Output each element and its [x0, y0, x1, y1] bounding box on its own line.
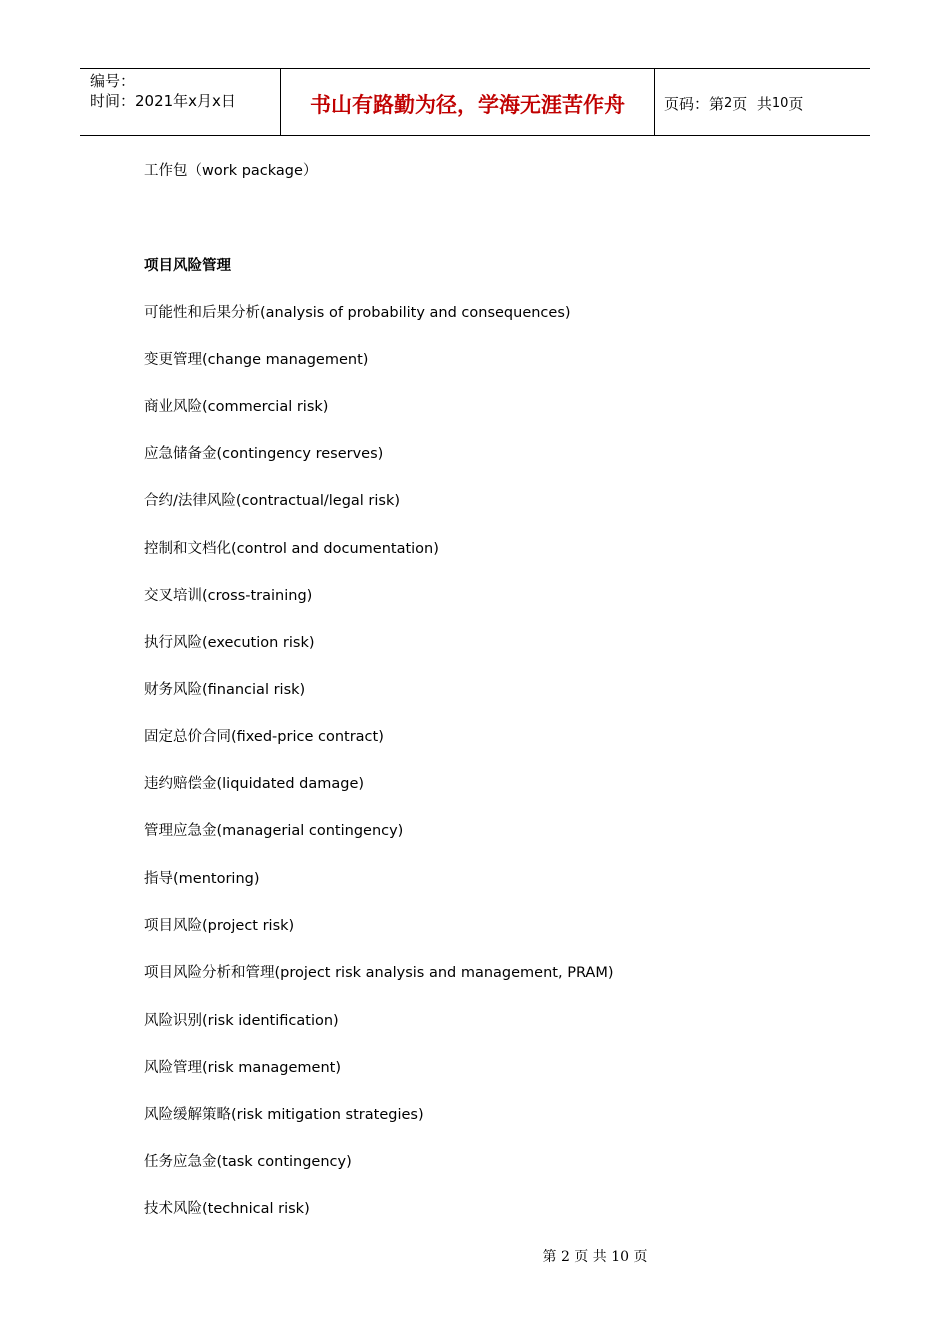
- glossary-term: 财务风险(financial risk): [144, 682, 306, 698]
- page-total: 10: [771, 95, 789, 111]
- glossary-term: 管理应急金(managerial contingency): [144, 823, 404, 839]
- page-prefix: 页码：第: [664, 94, 725, 113]
- glossary-term: 风险缓解策略(risk mitigation strategies): [144, 1107, 424, 1123]
- section-heading: 项目风险管理: [144, 258, 231, 274]
- glossary-term: 项目风险分析和管理(project risk analysis and management, PRAM): [144, 965, 614, 981]
- glossary-term: 控制和文档化(control and documentation): [144, 541, 439, 557]
- glossary-term: 固定总价合同(fixed-price contract): [144, 729, 384, 745]
- glossary-term: 违约赔偿金(liquidated damage): [144, 776, 365, 792]
- glossary-term: 任务应急金(task contingency): [144, 1154, 352, 1170]
- glossary-term: 风险识别(risk identification): [144, 1013, 339, 1029]
- header-motto: 书山有路勤为径，学海无涯苦作舟: [281, 69, 655, 135]
- glossary-term: 技术风险(technical risk): [144, 1201, 310, 1217]
- glossary-term: 执行风险(execution risk): [144, 635, 315, 651]
- header-meta: [80, 69, 281, 135]
- serial-number-label: 编号：: [90, 72, 136, 90]
- glossary-term: 工作包（work package）: [144, 163, 318, 179]
- header-page-number: [655, 69, 870, 135]
- glossary-term: 应急储备金(contingency reserves): [144, 446, 384, 462]
- date-label: 时间：2021年x月x日: [90, 92, 236, 110]
- glossary-term: 变更管理(change management): [144, 352, 369, 368]
- glossary-term: 交叉培训(cross-training): [144, 588, 313, 604]
- glossary-term: 可能性和后果分析(analysis of probability and consequences): [144, 305, 571, 321]
- glossary-term: 风险管理(risk management): [144, 1060, 341, 1076]
- glossary-term: 商业风险(commercial risk): [144, 399, 329, 415]
- page-mid: 页 共: [732, 94, 772, 113]
- glossary-term: 指导(mentoring): [144, 871, 260, 887]
- glossary-term: 合约/法律风险(contractual/legal risk): [144, 493, 401, 509]
- page-footer: 第 2 页 共 10 页: [542, 1249, 648, 1265]
- glossary-term: 项目风险(project risk): [144, 918, 295, 934]
- page-header: [80, 68, 870, 136]
- page-current: 2: [724, 95, 733, 111]
- page-suffix: 页: [788, 94, 804, 113]
